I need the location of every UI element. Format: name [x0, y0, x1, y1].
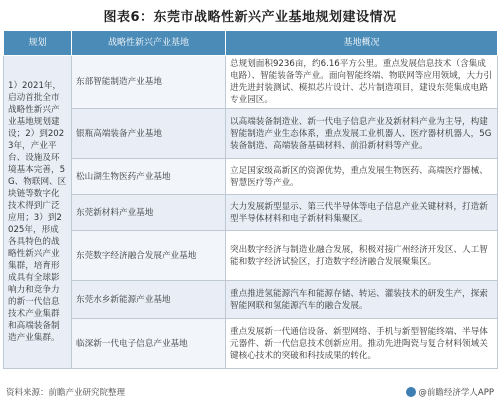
base-name: 银瓶高端装备产业基地 [72, 109, 226, 159]
base-desc: 重点推进氢能源汽车和能源存储、转运、灌装技术的研发生产，探索智能网联和氢能源汽车的融合发展。 [226, 281, 498, 319]
base-desc: 立足国家级高新区的资源优势，重点发展生物医药、高端医疗器械、智慧医疗等产业。 [226, 159, 498, 195]
base-name: 东莞数字经济融合发展产业基地 [72, 231, 226, 281]
base-name: 临深新一代电子信息产业基地 [72, 319, 226, 369]
table-row [4, 319, 498, 369]
base-desc: 总规划面积9236亩，约6.16平方公里。重点发展信息技术（含集成电路）、智能装备等产业。面向智能终端、物联网等应用领域，大力引进先进封装测试、模拟芯片设计、芯片制造项目，建设东莞集成电路专业园区。 [226, 56, 498, 109]
table-row [4, 109, 498, 159]
header-overview: 基地概况 [226, 31, 498, 56]
base-name: 松山湖生物医药产业基地 [72, 159, 226, 195]
source-note: 资料来源：前瞻产业研究院整理 [6, 388, 126, 398]
base-desc: 突出数字经济与制造业融合发展，积极对接广州经济开发区、人工智能和数字经济试验区，打造数字经济融合发展聚集区。 [226, 231, 498, 281]
base-desc: 以高端装备制造业、新一代电子信息产业及新材料产业为主导，构建智能制造产业生态体系，重点发展工业机器人、医疗器材机器人，5G装备制造、高端装备基础材料、前沿新材料等产业。 [226, 109, 498, 159]
brand-logo-icon [406, 387, 416, 397]
base-desc: 重点发展新一代通信设备、新型网络、手机与新型智能终端、半导体元器件、新一代信息技术创新应用。推动先进陶瓷与复合材料领域关键核心技术的突破和科技成果的转化。 [226, 319, 498, 369]
table-row [4, 56, 498, 109]
brand-credit [406, 386, 494, 398]
base-table [3, 30, 498, 369]
page-title: 图表6：东莞市战略性新兴产业基地规划建设情况 [103, 10, 397, 25]
plan-cell: 1）2021年，启动首批全市战略性新兴产业基地规划建设；2）到2023年，产业平台、设施及环境基本完善，5G、物联网、区块链等数字化技术得到广泛应用；3）到2025年，形成各具特色的战略性新兴产业集群，培育形成具有全球影响力和竞争力的新一代信息技术产业集群和高端装备制造产业集群。 [4, 56, 72, 369]
table-header-row [4, 31, 498, 56]
table-row [4, 281, 498, 319]
brand-label: @前瞻经济学人APP [418, 388, 494, 398]
base-name: 东莞水乡新能源产业基地 [72, 281, 226, 319]
footer [0, 382, 500, 404]
base-desc: 大力发展新型显示、第三代半导体等电子信息产业关键材料，打造新型半导体材料和电子新材料集聚区。 [226, 195, 498, 231]
table-row [4, 231, 498, 281]
table-row [4, 159, 498, 195]
base-name: 东莞新材料产业基地 [72, 195, 226, 231]
header-base: 战略性新兴产业基地 [72, 31, 226, 56]
header-plan: 规划 [4, 31, 72, 56]
base-name: 东部智能制造产业基地 [72, 56, 226, 109]
table-row [4, 195, 498, 231]
